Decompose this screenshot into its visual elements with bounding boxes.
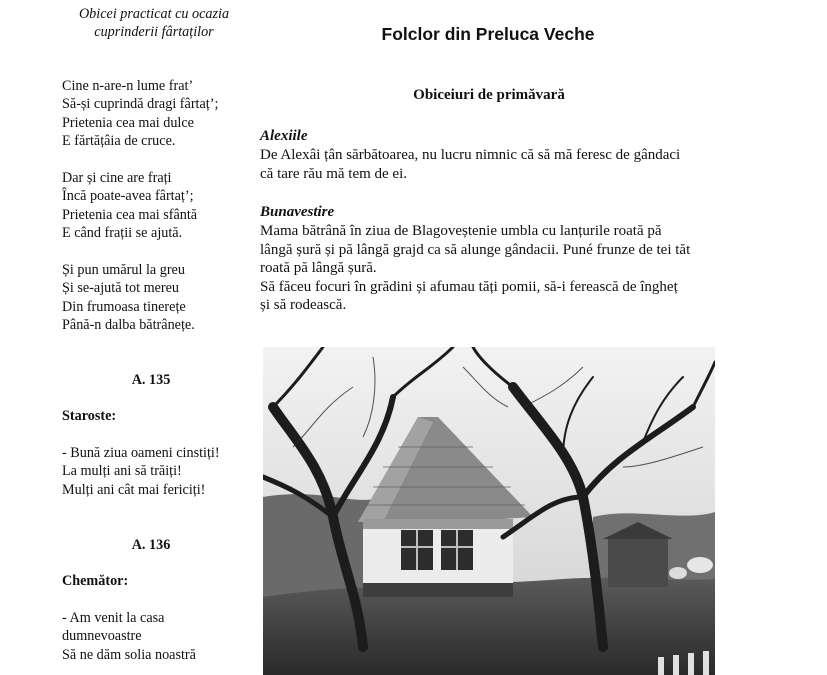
poem-stanza-2 xyxy=(62,169,262,242)
verse-line: Și se-ajută tot mereu xyxy=(62,280,180,297)
poem-stanza-1 xyxy=(62,77,262,150)
text-line: Mama bătrână în ziua de Blagoveștenie umbla cu lanțurile roată pă xyxy=(260,223,662,239)
section-heading-a135: A. 135 xyxy=(131,372,171,388)
dialogue-block xyxy=(62,609,262,664)
page-title: Folclor din Preluca Veche xyxy=(381,24,595,44)
dialogue-line: dumnevoastre xyxy=(62,628,142,645)
entry-text-alexiile xyxy=(260,146,730,183)
verse-line: Și pun umărul la greu xyxy=(62,262,185,278)
entry-heading-alexiile: Alexiile xyxy=(260,128,308,144)
section-heading-a136: A. 136 xyxy=(131,537,171,553)
dialogue-line: Să ne dăm solia noastră xyxy=(62,646,196,663)
text-line: lângă șură și pă lângă grajd ca să alunge gândacii. Puné frunze de tei tăt xyxy=(260,241,691,258)
house-photo-drawing xyxy=(263,347,715,675)
text-line: și să rodească. xyxy=(260,297,347,314)
verse-line: Prietenia cea mai dulce xyxy=(62,114,194,131)
verse-line: E fărtățâia de cruce. xyxy=(62,132,176,149)
verse-line: E când frații se ajută. xyxy=(62,224,183,241)
dialogue-line: Mulți ani cât mai fericiți! xyxy=(62,481,206,498)
dialogue-line: La mulți ani să trăiți! xyxy=(62,463,182,480)
verse-line: Să-și cuprindă dragi fârtaț’; xyxy=(62,96,219,113)
speaker-label: Chemător: xyxy=(62,573,129,589)
verse-line: Prietenia cea mai sfântă xyxy=(62,206,198,223)
entry-text-bunavestire xyxy=(260,222,730,315)
speaker-label: Staroste: xyxy=(62,408,117,424)
text-line: roată pă lângă șură. xyxy=(260,260,377,277)
verse-line: Cine n-are-n lume frat’ xyxy=(62,78,194,94)
entry-heading-bunavestire: Bunavestire xyxy=(260,204,335,220)
verse-line: Dar și cine are frați xyxy=(62,170,172,186)
text-line: că tare rău mă tem de ei. xyxy=(260,165,407,182)
verse-line: Încă poate-avea fârtaț’; xyxy=(62,188,194,205)
poem-stanza-3 xyxy=(62,261,262,334)
text-line: Să făceu focuri în grădini și afumau tăți pomii, să-i ferească de îngheț xyxy=(260,278,678,295)
photo-caption: Obicei practicat cu ocazia cuprinderii fârtaților xyxy=(78,6,230,41)
verse-line: Până-n dalba bătrânețe. xyxy=(62,316,195,333)
dialogue-line: - Am venit la casa xyxy=(62,610,165,626)
dialogue-block xyxy=(62,444,262,499)
text-line: De Alexâi țân sărbătoarea, nu lucru nimnic că să mă feresc de gândaci xyxy=(260,147,681,163)
house-photo xyxy=(263,347,715,675)
verse-line: Din frumoasa tinerețe xyxy=(62,298,186,315)
dialogue-line: - Bună ziua oameni cinstiți! xyxy=(62,445,220,461)
section-title: Obiceiuri de primăvară xyxy=(413,87,565,103)
